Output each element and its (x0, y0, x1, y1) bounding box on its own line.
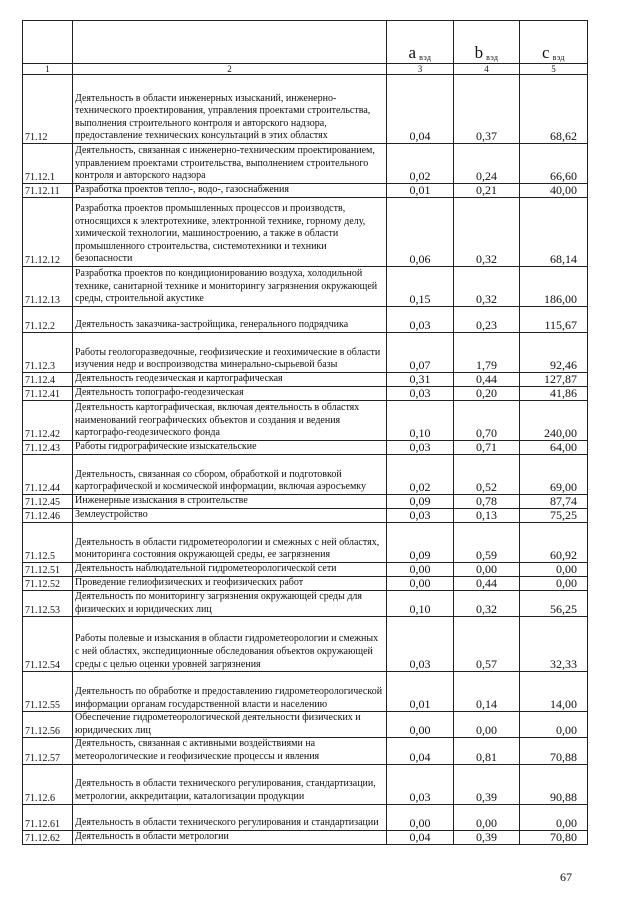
activity-description: Деятельность, связанная с инженерно-техническим проектированием, управлением проектами строительства, выполнением строительного контроля и авторского надзора (73, 144, 387, 184)
activity-code: 71.12.12 (23, 198, 73, 267)
value-a: 0,03 (387, 509, 454, 523)
table-row (23, 184, 588, 198)
header-row (23, 21, 588, 64)
table-row (23, 563, 588, 577)
value-c: 127,87 (520, 373, 588, 387)
value-b: 0,81 (454, 738, 520, 764)
value-c: 68,62 (520, 75, 588, 144)
value-b: 0,32 (454, 591, 520, 617)
table-row (23, 591, 588, 617)
value-b: 0,37 (454, 75, 520, 144)
value-a: 0,03 (387, 764, 454, 804)
activity-description: Работы гидрографические изыскательские (73, 441, 387, 455)
value-b: 0,13 (454, 509, 520, 523)
value-a: 0,10 (387, 591, 454, 617)
value-c: 240,00 (520, 401, 588, 441)
value-a: 0,10 (387, 401, 454, 441)
value-b: 0,21 (454, 184, 520, 198)
activity-description: Деятельность в области инженерных изысканий, инженерно-технического проектирования, управления проектами строительства, выполнения строительного контроля и авторского надзора, предоставление технических консультаций в этих областях (73, 75, 387, 144)
value-b: 0,59 (454, 523, 520, 563)
activity-code: 71.12.3 (23, 333, 73, 373)
table-row (23, 577, 588, 591)
value-c: 0,00 (520, 577, 588, 591)
activity-description: Разработка проектов тепло-, водо-, газоснабжения (73, 184, 387, 198)
value-a: 0,03 (387, 441, 454, 455)
value-c: 68,14 (520, 198, 588, 267)
activity-code: 71.12.55 (23, 672, 73, 712)
value-b: 0,00 (454, 712, 520, 738)
value-b: 0,23 (454, 307, 520, 333)
value-b: 0,44 (454, 373, 520, 387)
header-col-b-letter: b (474, 43, 484, 62)
activity-code: 71.12.43 (23, 441, 73, 455)
activity-description: Работы геологоразведочные, геофизические и геохимические в области изучения недр и воспроизводства минерально-сырьевой базы (73, 333, 387, 373)
header-code (23, 21, 73, 64)
activity-code: 71.12.2 (23, 307, 73, 333)
column-number-row (23, 64, 588, 75)
value-a: 0,03 (387, 307, 454, 333)
header-col-c (520, 21, 588, 64)
activity-description: Деятельность наблюдательной гидрометеорологической сети (73, 563, 387, 577)
value-a: 0,03 (387, 387, 454, 401)
value-c: 69,00 (520, 455, 588, 495)
activity-code: 71.12.41 (23, 387, 73, 401)
table-row (23, 144, 588, 184)
value-b: 0,20 (454, 387, 520, 401)
table-row (23, 267, 588, 307)
value-c: 75,25 (520, 509, 588, 523)
activity-code: 71.12.45 (23, 495, 73, 509)
activity-code: 71.12 (23, 75, 73, 144)
activity-description: Деятельность, связанная с активными воздействиями на метеорологические и геофизические процессы и явления (73, 738, 387, 764)
value-a: 0,04 (387, 75, 454, 144)
value-c: 90,88 (520, 764, 588, 804)
value-c: 92,46 (520, 333, 588, 373)
header-col-a-sub: вэд (419, 53, 432, 62)
activity-description: Деятельность в области гидрометеорологии и смежных с ней областях, мониторинга состояния окружающей среды, ее загрязнения (73, 523, 387, 563)
page-number: 67 (560, 870, 572, 884)
coefficients-table (22, 20, 588, 845)
value-c: 0,00 (520, 563, 588, 577)
value-a: 0,07 (387, 333, 454, 373)
value-a: 0,04 (387, 830, 454, 844)
activity-code: 71.12.52 (23, 577, 73, 591)
table-row (23, 712, 588, 738)
table-body (23, 75, 588, 845)
activity-description: Деятельность по обработке и предоставлению гидрометеорологической информации органам государственной власти и населению (73, 672, 387, 712)
column-number: 5 (520, 64, 588, 75)
activity-code: 71.12.11 (23, 184, 73, 198)
value-c: 87,74 (520, 495, 588, 509)
value-b: 0,14 (454, 672, 520, 712)
table-row (23, 401, 588, 441)
table-row (23, 672, 588, 712)
activity-code: 71.12.56 (23, 712, 73, 738)
value-c: 60,92 (520, 523, 588, 563)
activity-description: Проведение гелиофизических и геофизических работ (73, 577, 387, 591)
value-c: 186,00 (520, 267, 588, 307)
value-b: 0,78 (454, 495, 520, 509)
header-col-b-sub: вэд (486, 53, 499, 62)
value-b: 0,32 (454, 198, 520, 267)
value-c: 70,80 (520, 830, 588, 844)
activity-code: 71.12.57 (23, 738, 73, 764)
activity-code: 71.12.1 (23, 144, 73, 184)
activity-code: 71.12.44 (23, 455, 73, 495)
activity-code: 71.12.62 (23, 830, 73, 844)
value-b: 0,39 (454, 764, 520, 804)
value-c: 70,88 (520, 738, 588, 764)
table-row (23, 198, 588, 267)
value-b: 0,00 (454, 804, 520, 830)
value-a: 0,01 (387, 672, 454, 712)
header-description (73, 21, 387, 64)
value-a: 0,00 (387, 712, 454, 738)
value-c: 64,00 (520, 441, 588, 455)
value-c: 40,00 (520, 184, 588, 198)
activity-description: Деятельность топографо-геодезическая (73, 387, 387, 401)
header-col-b (454, 21, 520, 64)
table-row (23, 804, 588, 830)
activity-description: Инженерные изыскания в строительстве (73, 495, 387, 509)
activity-code: 71.12.13 (23, 267, 73, 307)
table-row (23, 764, 588, 804)
column-number: 4 (454, 64, 520, 75)
table-row (23, 738, 588, 764)
header-col-c-letter: c (542, 43, 550, 62)
value-a: 0,00 (387, 563, 454, 577)
value-c: 66,60 (520, 144, 588, 184)
table-row (23, 387, 588, 401)
table-row (23, 333, 588, 373)
activity-description: Деятельность в области технического регулирования, стандартизации, метрологии, аккредитации, каталогизации продукции (73, 764, 387, 804)
value-a: 0,00 (387, 577, 454, 591)
activity-description: Разработка проектов по кондиционированию воздуха, холодильной технике, санитарной технике и мониторингу загрязнения окружающей среды, строительной акустике (73, 267, 387, 307)
value-b: 0,52 (454, 455, 520, 495)
table-row (23, 455, 588, 495)
activity-code: 71.12.53 (23, 591, 73, 617)
activity-code: 71.12.4 (23, 373, 73, 387)
value-a: 0,31 (387, 373, 454, 387)
activity-code: 71.12.54 (23, 617, 73, 672)
value-b: 1,79 (454, 333, 520, 373)
activity-description: Обеспечение гидрометеорологической деятельности физических и юридических лиц (73, 712, 387, 738)
activity-description: Разработка проектов промышленных процессов и производств, относящихся к электротехнике, электронной технике, горному делу, химической технологии, машиностроению, а также в области промышленного строительства, системотехники и техники безопасности (73, 198, 387, 267)
value-a: 0,00 (387, 804, 454, 830)
activity-description: Деятельность заказчика-застройщика, генерального подрядчика (73, 307, 387, 333)
table-row (23, 495, 588, 509)
activity-description: Деятельность, связанная со сбором, обработкой и подготовкой картографической и космической информации, включая аэросъемку (73, 455, 387, 495)
value-b: 0,32 (454, 267, 520, 307)
value-b: 0,57 (454, 617, 520, 672)
activity-code: 71.12.42 (23, 401, 73, 441)
value-a: 0,09 (387, 495, 454, 509)
activity-code: 71.12.6 (23, 764, 73, 804)
activity-code: 71.12.5 (23, 523, 73, 563)
value-a: 0,04 (387, 738, 454, 764)
value-a: 0,03 (387, 617, 454, 672)
table-row (23, 75, 588, 144)
activity-description: Деятельность по мониторингу загрязнения окружающей среды для физических и юридических лиц (73, 591, 387, 617)
activity-description: Деятельность в области технического регулирования и стандартизации (73, 804, 387, 830)
activity-description: Землеустройство (73, 509, 387, 523)
header-col-a-letter: a (408, 43, 417, 62)
header-col-a (387, 21, 454, 64)
value-b: 0,39 (454, 830, 520, 844)
value-c: 56,25 (520, 591, 588, 617)
activity-description: Деятельность картографическая, включая деятельность в областях наименований географических объектов и создания и ведения картографо-геодезического фонда (73, 401, 387, 441)
value-c: 41,86 (520, 387, 588, 401)
value-a: 0,09 (387, 523, 454, 563)
value-b: 0,00 (454, 563, 520, 577)
table-row (23, 509, 588, 523)
value-c: 32,33 (520, 617, 588, 672)
column-number: 3 (387, 64, 454, 75)
activity-code: 71.12.46 (23, 509, 73, 523)
table-row (23, 307, 588, 333)
value-a: 0,01 (387, 184, 454, 198)
activity-code: 71.12.51 (23, 563, 73, 577)
value-b: 0,71 (454, 441, 520, 455)
activity-description: Деятельность в области метрологии (73, 830, 387, 844)
table-row (23, 441, 588, 455)
activity-description: Деятельность геодезическая и картографическая (73, 373, 387, 387)
value-a: 0,02 (387, 455, 454, 495)
value-c: 115,67 (520, 307, 588, 333)
value-a: 0,02 (387, 144, 454, 184)
value-a: 0,15 (387, 267, 454, 307)
value-a: 0,06 (387, 198, 454, 267)
table-row (23, 373, 588, 387)
value-b: 0,70 (454, 401, 520, 441)
activity-description: Работы полевые и изыскания в области гидрометеорологии и смежных с ней областях, экспедиционные обследования объектов окружающей среды с целью оценки уровней загрязнения (73, 617, 387, 672)
value-b: 0,44 (454, 577, 520, 591)
activity-code: 71.12.61 (23, 804, 73, 830)
value-b: 0,24 (454, 144, 520, 184)
table-row (23, 617, 588, 672)
table-row (23, 830, 588, 844)
column-number: 2 (73, 64, 387, 75)
header-col-c-sub: вэд (552, 53, 565, 62)
value-c: 0,00 (520, 804, 588, 830)
value-c: 0,00 (520, 712, 588, 738)
table-row (23, 523, 588, 563)
column-number: 1 (23, 64, 73, 75)
value-c: 14,00 (520, 672, 588, 712)
